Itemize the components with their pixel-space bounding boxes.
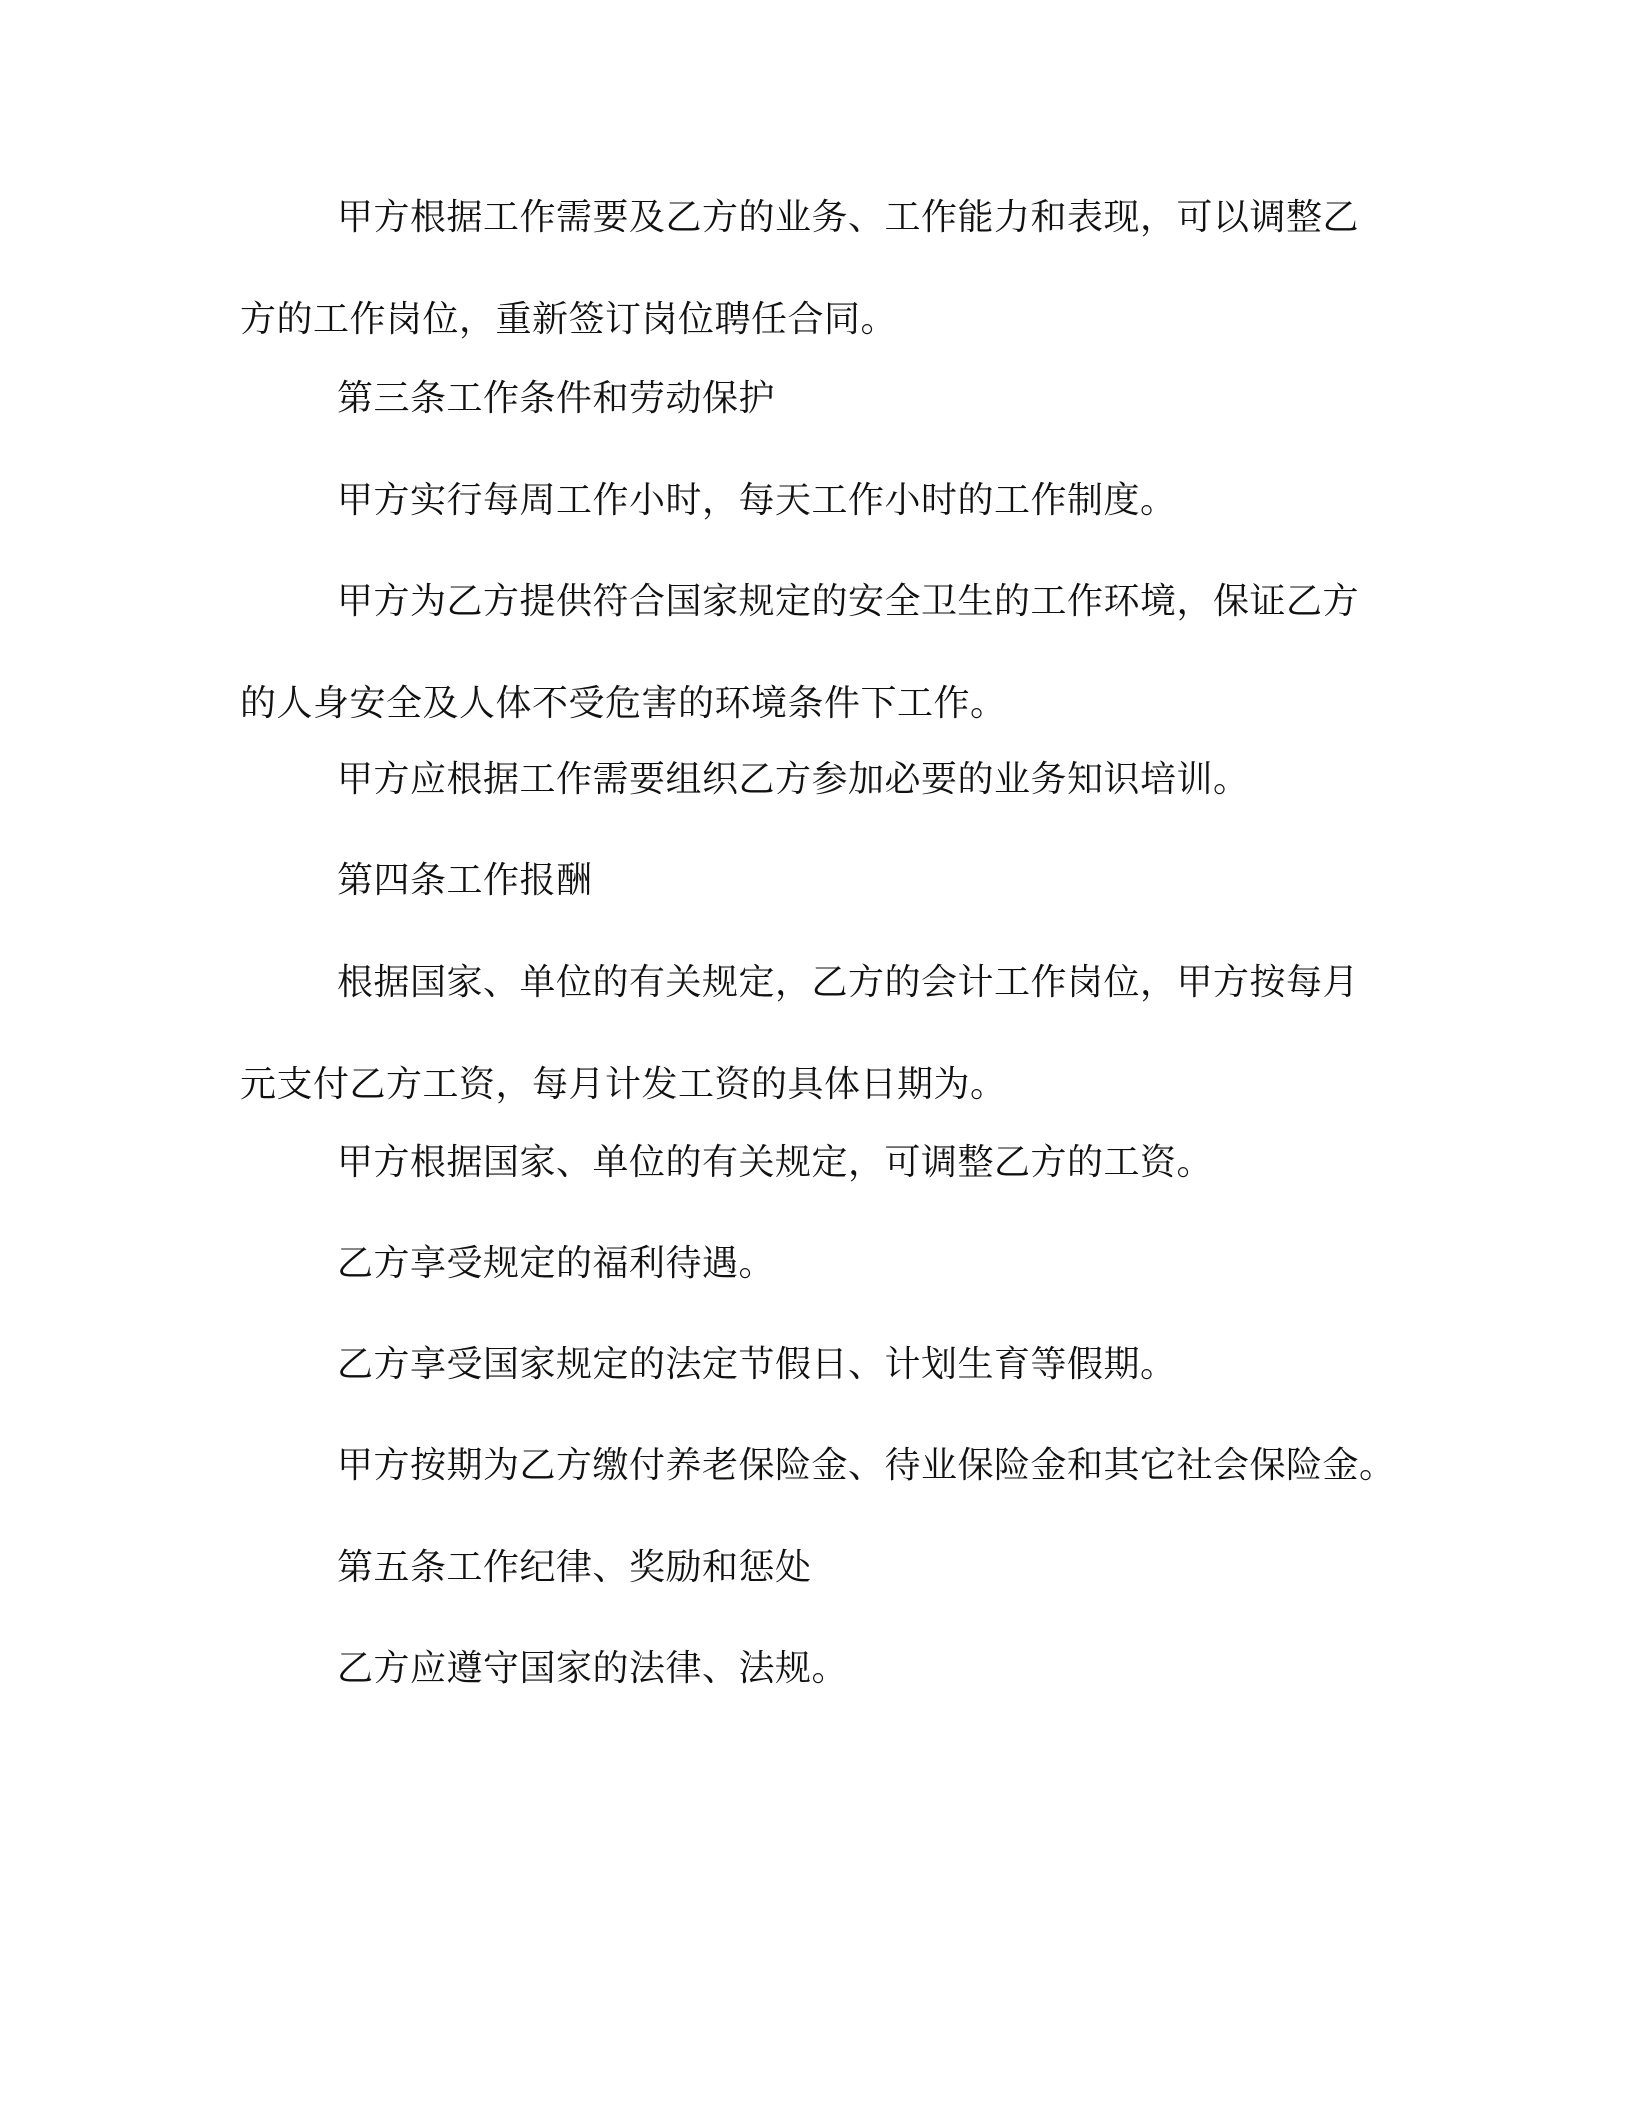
paragraph-obey-laws: 乙方应遵守国家的法律、法规。: [337, 1648, 849, 1689]
paragraph-salary: 根据国家、单位的有关规定，乙方的会计工作岗位，甲方按每月元支付乙方工资，每月计发工资的具体日期为。: [240, 962, 1360, 1105]
paragraph-welfare: 乙方享受规定的福利待遇。: [337, 1243, 776, 1284]
heading-article-4: 第四条工作报酬: [337, 860, 593, 901]
paragraph-salary-adjustment: 甲方根据国家、单位的有关规定，可调整乙方的工资。: [337, 1142, 1214, 1183]
heading-article-5: 第五条工作纪律、奖励和惩处: [337, 1547, 812, 1588]
paragraph-insurance: 甲方按期为乙方缴付养老保险金、待业保险金和其它社会保险金。: [337, 1445, 1396, 1486]
paragraph-working-hours: 甲方实行每周工作小时，每天工作小时的工作制度。: [337, 480, 1177, 521]
paragraph-training: 甲方应根据工作需要组织乙方参加必要的业务知识培训。: [337, 759, 1250, 800]
heading-article-3: 第三条工作条件和劳动保护: [337, 378, 776, 419]
paragraph-holidays: 乙方享受国家规定的法定节假日、计划生育等假期。: [337, 1344, 1177, 1385]
paragraph-position-adjustment: 甲方根据工作需要及乙方的业务、工作能力和表现，可以调整乙方的工作岗位，重新签订岗位聘任合同。: [240, 197, 1360, 340]
paragraph-safe-environment: 甲方为乙方提供符合国家规定的安全卫生的工作环境，保证乙方的人身安全及人体不受危害的环境条件下工作。: [240, 581, 1360, 724]
